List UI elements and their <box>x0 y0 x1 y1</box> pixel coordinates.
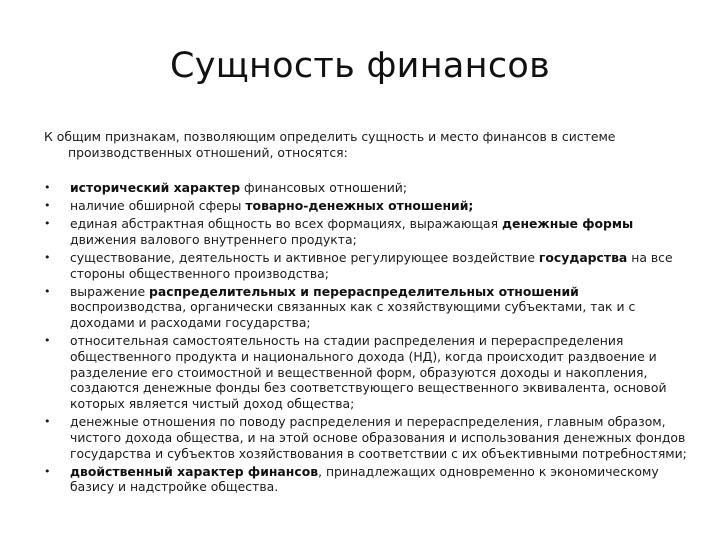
list-item <box>44 284 694 331</box>
list-item <box>44 250 694 281</box>
emphasized-text: исторический характер <box>70 180 241 195</box>
intro-paragraph: К общим признакам, позволяющим определить сущность и место финансов в системе производственных отношений, относятся: <box>44 129 616 160</box>
emphasized-text: денежные формы <box>502 216 634 232</box>
bullet-list <box>44 180 694 497</box>
item-text: воспроизводства, органически связанных как с хозяйствующими субъектами, так и с доходами и расходами государства; <box>70 299 636 331</box>
bullet-marker: • <box>44 415 51 429</box>
bullet-marker: • <box>44 284 51 298</box>
emphasized-text: государства <box>538 249 628 265</box>
item-text: относительная самостоятельность на стадии распределения и перераспределения общественного продукта и национального дохода (НД), когда происходит раздвоение и разделение его стоимостной и вещественной форм, образуются доходы и накопления, создаются денежные фонды без соответствующего вещественного эквивалента, основой которых является чистый доход общества; <box>70 333 667 412</box>
item-text: денежные отношения по поводу распределения и перераспределения, главным образом, чистого дохода общества, и на этой основе образования и использования денежных фондов государства и субъектов хозяйствования в соответствии с их объективными потребностями; <box>70 414 687 461</box>
list-item <box>44 414 694 461</box>
list-item <box>44 180 694 196</box>
item-text: существование, деятельность и активное регулирующее воздействие <box>70 249 539 265</box>
list-item <box>44 333 694 412</box>
bullet-marker: • <box>44 334 51 348</box>
bullet-marker: • <box>44 181 51 194</box>
bullet-marker: • <box>44 217 51 231</box>
bullet-marker: • <box>44 464 51 478</box>
item-text: финансовых отношений; <box>240 180 408 195</box>
item-text: на все стороны общественного производства; <box>70 249 673 281</box>
item-text: , принадлежащих одновременно к экономическому базису и надстройке общества. <box>70 463 659 495</box>
bullet-marker: • <box>44 199 51 213</box>
item-text: единая абстрактная общность во всех формациях, выражающая <box>70 216 503 232</box>
item-text: движения валового внутреннего продукта; <box>70 231 357 247</box>
item-text: наличие обширной сферы <box>70 198 246 214</box>
list-item <box>44 198 694 214</box>
emphasized-text: двойственный характер финансов <box>70 463 319 479</box>
item-text: выражение <box>70 283 150 299</box>
slide-title: Сущность финансов <box>169 46 551 86</box>
bullet-marker: • <box>44 250 51 264</box>
emphasized-text: товарно-денежных отношений; <box>245 198 474 214</box>
emphasized-text: распределительных и перераспределительных отношений <box>149 283 579 299</box>
list-item <box>44 464 694 495</box>
list-item <box>44 216 694 247</box>
